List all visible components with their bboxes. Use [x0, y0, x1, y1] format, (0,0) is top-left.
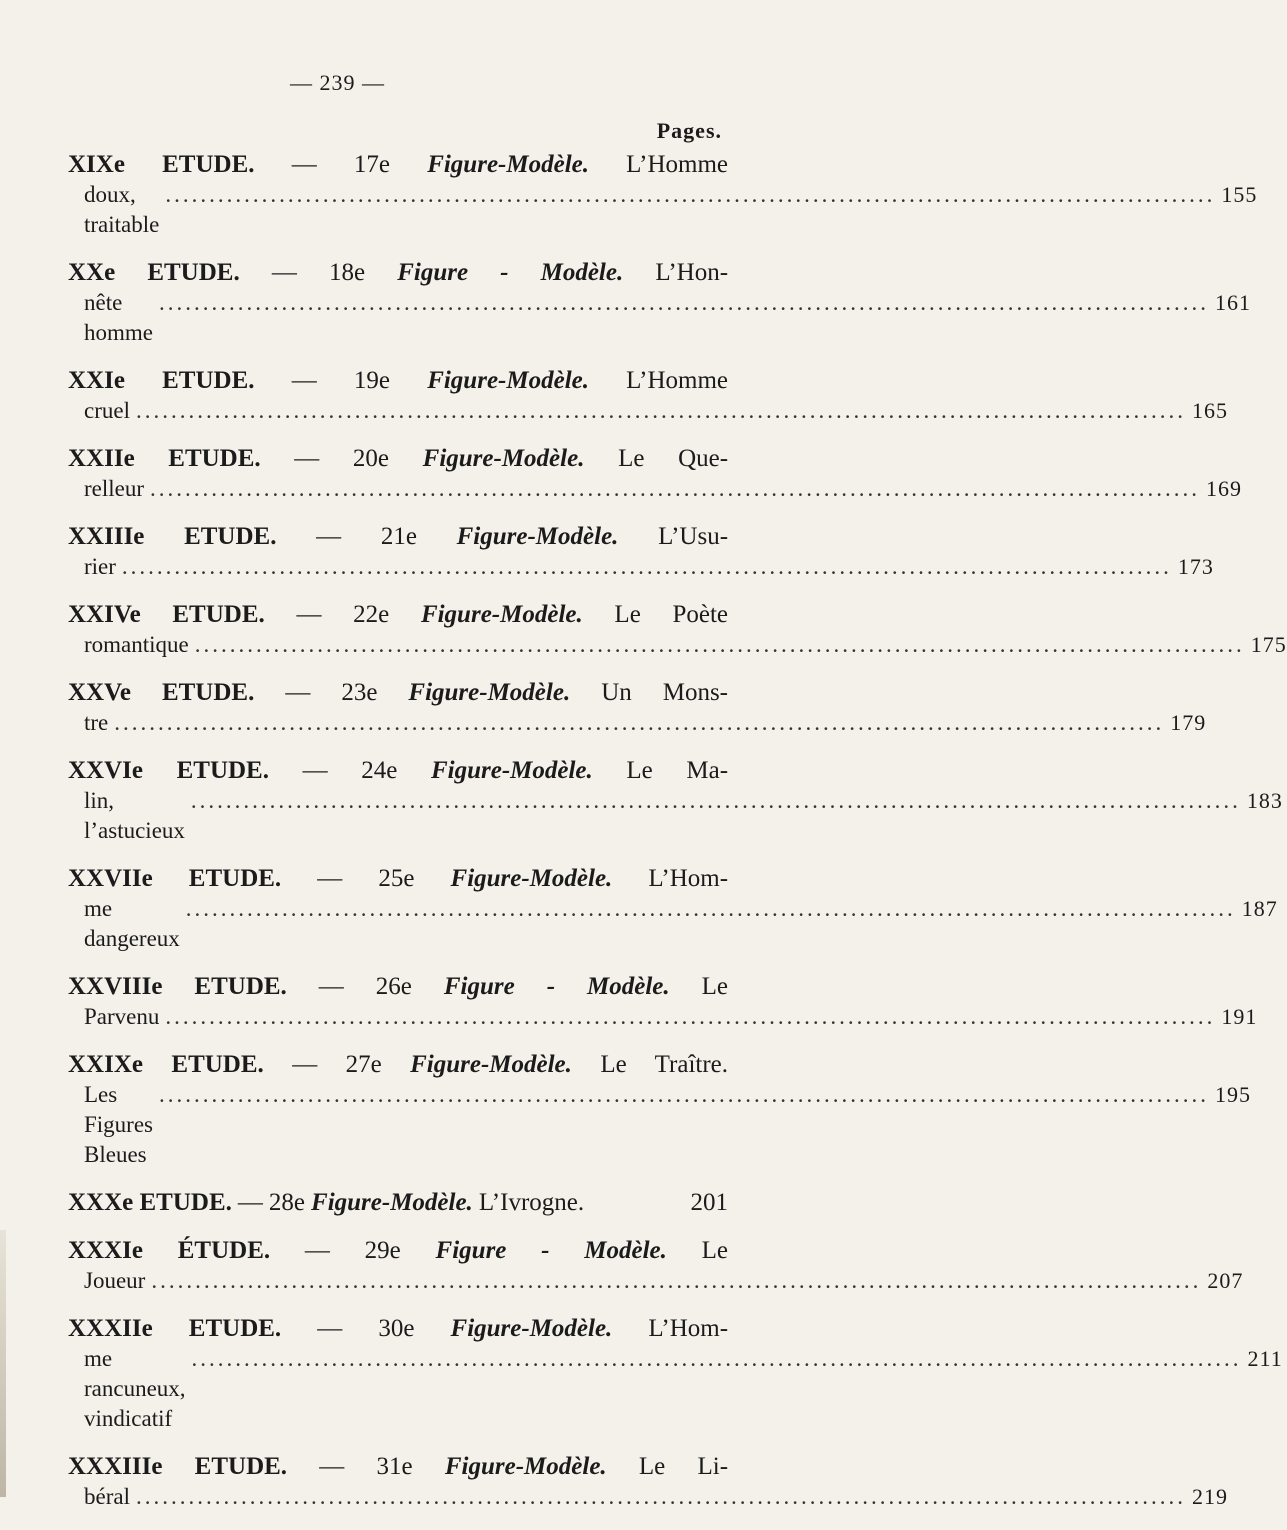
- dash-separator: —: [316, 523, 381, 550]
- figure-label: Figure-Modèle.: [427, 367, 589, 394]
- toc-entry-heading: [68, 678, 728, 708]
- figure-label: Figure - Modèle.: [397, 259, 624, 286]
- figure-rank: 27e: [345, 1051, 382, 1078]
- figure-label: Figure-Modèle.: [430, 757, 593, 784]
- toc-entry: [68, 600, 1287, 660]
- figure-rank: 31e: [376, 1453, 413, 1480]
- entry-title-start: Un Mons-: [601, 679, 729, 706]
- figure-rank: 25e: [378, 865, 415, 892]
- table-of-contents: [68, 150, 1287, 1530]
- dash-separator: —: [296, 601, 354, 628]
- toc-entry: [68, 1050, 1251, 1170]
- toc-entry-continuation: [68, 288, 1251, 348]
- dot-leader: ........................................................................................................................: [114, 710, 1165, 735]
- toc-entry: [68, 444, 1243, 504]
- page-ref: 191: [1221, 1004, 1258, 1029]
- toc-entry: [68, 366, 1228, 426]
- dash-separator: —: [291, 367, 354, 394]
- toc-entry-continuation: [68, 1080, 1251, 1170]
- page-ref: 195: [1215, 1082, 1251, 1107]
- figure-label: Figure-Modèle.: [420, 601, 583, 628]
- toc-entry-heading: [68, 150, 728, 180]
- toc-entry: [68, 756, 1283, 846]
- toc-entry-continuation: [68, 630, 1287, 660]
- entry-title-start: L’Hom-: [648, 1315, 729, 1342]
- dot-leader: ........................................................................................................................: [150, 476, 1201, 501]
- etude-label: XXVIIe ETUDE.: [68, 865, 282, 892]
- dot-leader: ........................................................................................................................: [121, 554, 1172, 579]
- figure-label: Figure-Modèle.: [450, 1315, 613, 1342]
- toc-entry-continuation: [68, 786, 1283, 846]
- figure-rank: 22e: [353, 601, 390, 628]
- entry-title-end: Les Figures Bleues: [84, 1082, 153, 1167]
- toc-entry-heading: [68, 1452, 728, 1482]
- toc-entry-continuation: [68, 1482, 1228, 1512]
- figure-rank: 29e: [364, 1237, 401, 1264]
- figure-rank: 20e: [352, 445, 390, 472]
- toc-entry: [68, 678, 1207, 738]
- dot-leader: ........................................................................................................................: [165, 182, 1216, 207]
- entry-title-end: Parvenu: [84, 1004, 160, 1029]
- etude-label: XXXIIe ETUDE.: [68, 1315, 282, 1342]
- dash-separator: —: [304, 1237, 365, 1264]
- figure-rank: 19e: [353, 367, 390, 394]
- dash-separator: —: [319, 1453, 377, 1480]
- page-edge-shadow: [0, 1230, 6, 1497]
- figure-label: Figure - Modèle.: [443, 973, 670, 1000]
- etude-label: XXXIe ÉTUDE.: [68, 1237, 271, 1264]
- entry-title-end: rier: [84, 554, 116, 579]
- entry-title-start: L’Usu-: [658, 523, 729, 550]
- dot-leader: ........................................................................................................................: [190, 788, 1241, 813]
- entry-title-start: Le Poète: [614, 601, 729, 628]
- page-ref: 161: [1214, 290, 1251, 315]
- etude-label: XXVIe ETUDE.: [68, 757, 269, 784]
- toc-entry: [68, 1236, 1244, 1296]
- figure-label: Figure-Modèle.: [456, 523, 619, 550]
- dash-separator: —: [237, 1189, 263, 1216]
- figure-label: Figure-Modèle.: [311, 1189, 473, 1216]
- toc-entry: [68, 258, 1251, 348]
- entry-title-end: lin, l’astucieux: [84, 788, 185, 843]
- entry-title-end: romantique: [84, 632, 189, 657]
- etude-label: XXVe ETUDE.: [68, 679, 255, 706]
- etude-label: XXXe ETUDE.: [68, 1189, 232, 1216]
- page-ref: 179: [1170, 710, 1207, 735]
- toc-entry-heading: [68, 600, 728, 630]
- figure-rank: 24e: [361, 757, 398, 784]
- dot-leader: ........................................................................................................................: [135, 398, 1186, 423]
- etude-label: XXIe ETUDE.: [68, 367, 255, 394]
- pages-column-label: Pages.: [656, 118, 722, 143]
- page-ref: 183: [1246, 788, 1283, 813]
- dot-leader: ........................................................................................................................: [135, 1484, 1186, 1509]
- toc-entry-heading: [68, 1236, 728, 1266]
- page-ref: 219: [1191, 1484, 1228, 1509]
- entry-title-start: Le: [701, 973, 728, 1000]
- figure-rank: 26e: [375, 973, 412, 1000]
- figure-label: Figure - Modèle.: [435, 1237, 667, 1264]
- etude-label: XXIXe ETUDE.: [68, 1051, 264, 1078]
- entry-title-end: Joueur: [84, 1268, 146, 1293]
- entry-title-start: L’Ivrogne.: [478, 1189, 585, 1216]
- dash-separator: —: [285, 679, 342, 706]
- figure-rank: 21e: [380, 523, 417, 550]
- toc-entry-heading: [68, 366, 728, 396]
- toc-entry-heading: [68, 444, 728, 474]
- toc-entry-continuation: [68, 1266, 1244, 1296]
- toc-entry-heading: [68, 756, 728, 786]
- page-ref: 165: [1191, 398, 1228, 423]
- etude-label: XXIVe ETUDE.: [68, 601, 265, 628]
- toc-entry-heading: [68, 1188, 728, 1218]
- etude-label: XXIIe ETUDE.: [68, 445, 261, 472]
- toc-entry-continuation: [68, 180, 1258, 240]
- toc-entry: [68, 864, 1278, 954]
- entry-title-start: L’Homme: [626, 151, 729, 178]
- page-ref: 155: [1221, 182, 1258, 207]
- toc-entry-continuation: [68, 1002, 1258, 1032]
- entry-title-end: béral: [84, 1484, 130, 1509]
- toc-entry-heading: [68, 522, 728, 552]
- toc-entry-heading: [68, 972, 728, 1002]
- dash-separator: —: [294, 445, 353, 472]
- entry-title-start: Le Traître.: [600, 1051, 729, 1078]
- dot-leader: ........................................................................................................................: [151, 1268, 1202, 1293]
- dot-leader: ........................................................................................................................: [159, 1082, 1209, 1107]
- etude-label: XXXIIIe ETUDE.: [68, 1453, 288, 1480]
- entry-title-end: tre: [84, 710, 109, 735]
- figure-label: Figure-Modèle.: [427, 151, 589, 178]
- dash-separator: —: [302, 757, 362, 784]
- dot-leader: ........................................................................................................................: [185, 896, 1236, 921]
- page-ref: 187: [1241, 896, 1278, 921]
- toc-entry: [68, 1452, 1228, 1512]
- entry-title-start: L’Homme: [626, 367, 729, 394]
- toc-entry: [68, 972, 1258, 1032]
- page-ref: 211: [1247, 1346, 1283, 1371]
- entry-title-end: nête homme: [84, 290, 153, 345]
- toc-entry: [68, 150, 1258, 240]
- toc-entry-continuation: [68, 396, 1228, 426]
- dot-leader: ........................................................................................................................: [165, 1004, 1216, 1029]
- etude-label: XXIIIe ETUDE.: [68, 523, 277, 550]
- figure-rank: 30e: [378, 1315, 415, 1342]
- etude-label: XIXe ETUDE.: [68, 151, 255, 178]
- figure-rank: 23e: [341, 679, 378, 706]
- toc-entry-continuation: [68, 894, 1278, 954]
- figure-rank: 18e: [328, 259, 366, 286]
- toc-entry-heading: [68, 1050, 728, 1080]
- toc-entry-continuation: [68, 474, 1243, 504]
- figure-label: Figure-Modèle.: [444, 1453, 607, 1480]
- page-ref: 201: [690, 1189, 728, 1216]
- figure-label: Figure-Modèle.: [408, 679, 571, 706]
- figure-label: Figure-Modèle.: [410, 1051, 572, 1078]
- toc-entry-heading: [68, 864, 728, 894]
- page-ref: 169: [1206, 476, 1243, 501]
- figure-label: Figure-Modèle.: [450, 865, 613, 892]
- entry-title-end: me rancuneux, vindicatif: [84, 1346, 186, 1431]
- dash-separator: —: [318, 973, 376, 1000]
- entry-title-end: me dangereux: [84, 896, 180, 951]
- dash-separator: —: [291, 151, 354, 178]
- toc-entry-continuation: [68, 1344, 1283, 1434]
- entry-title-end: cruel: [84, 398, 130, 423]
- entry-title-start: L’Hom-: [648, 865, 729, 892]
- entry-title-start: Le: [701, 1237, 729, 1264]
- dash-separator: —: [271, 259, 329, 286]
- toc-entry-continuation: [68, 552, 1214, 582]
- etude-label: XXe ETUDE.: [68, 259, 240, 286]
- figure-label: Figure-Modèle.: [422, 445, 585, 472]
- toc-entry: [68, 1188, 728, 1218]
- entry-title-end: relleur: [84, 476, 145, 501]
- entry-title-end: doux, traitable: [84, 182, 160, 237]
- dash-separator: —: [317, 865, 379, 892]
- toc-entry-heading: [68, 258, 728, 288]
- page-ref: 175: [1250, 632, 1287, 657]
- page-number: — 239 —: [290, 70, 385, 95]
- figure-rank: 17e: [353, 151, 390, 178]
- dot-leader: ........................................................................................................................: [158, 290, 1209, 315]
- toc-entry: [68, 522, 1214, 582]
- dash-separator: —: [317, 1315, 379, 1342]
- entry-title-start: Le Ma-: [626, 757, 729, 784]
- toc-entry-continuation: [68, 708, 1207, 738]
- dot-leader: ........................................................................................................................: [191, 1346, 1242, 1371]
- entry-title-start: Le Que-: [618, 445, 729, 472]
- page-ref: 207: [1207, 1268, 1244, 1293]
- entry-title-start: Le Li-: [638, 1453, 729, 1480]
- page-ref: 173: [1177, 554, 1214, 579]
- dot-leader: ........................................................................................................................: [194, 632, 1245, 657]
- etude-label: XXVIIIe ETUDE.: [68, 973, 287, 1000]
- toc-entry: [68, 1314, 1283, 1434]
- dash-separator: —: [292, 1051, 346, 1078]
- toc-entry-heading: [68, 1314, 728, 1344]
- entry-title-start: L’Hon-: [655, 259, 729, 286]
- figure-rank: 28e: [268, 1189, 306, 1216]
